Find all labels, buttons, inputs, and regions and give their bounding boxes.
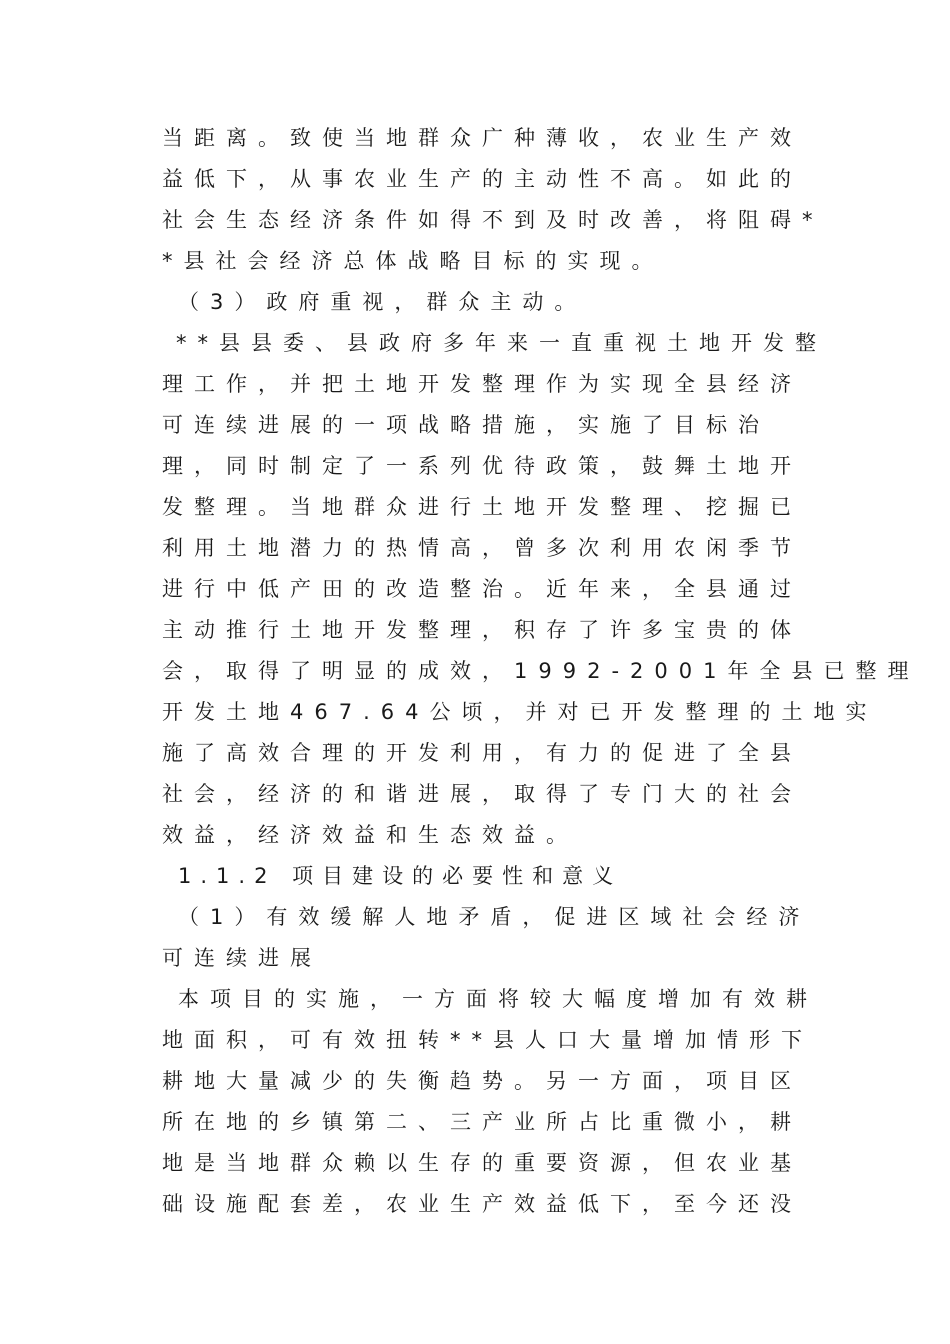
text-line: 主动推行土地开发整理，积存了许多宝贵的体 <box>162 618 802 642</box>
section-heading: （3）政府重视，群众主动。 <box>178 290 587 314</box>
text-line: 地是当地群众赖以生存的重要资源，但农业基 <box>162 1151 802 1175</box>
text-line: *县社会经济总体战略目标的实现。 <box>162 249 664 273</box>
text-line: 地面积，可有效扭转**县人口大量增加情形下 <box>162 1028 813 1052</box>
text-line: **县县委、县政府多年来一直重视土地开发整 <box>176 331 827 355</box>
text-line: 本项目的实施，一方面将较大幅度增加有效耕 <box>178 987 818 1011</box>
text-line: 所在地的乡镇第二、三产业所占比重微小，耕 <box>162 1110 802 1134</box>
subsection-heading: （1）有效缓解人地矛盾，促进区域社会经济 <box>178 905 811 929</box>
text-line: 发整理。当地群众进行土地开发整理、挖掘已 <box>162 495 802 519</box>
text-line: 社会生态经济条件如得不到及时改善，将阻碍* <box>162 208 824 232</box>
section-heading: 1.1.2 项目建设的必要性和意义 <box>178 864 623 888</box>
text-line: 开发土地467.64公顷，并对已开发整理的土地实 <box>162 700 878 724</box>
text-line: 社会，经济的和谐进展，取得了专门大的社会 <box>162 782 802 806</box>
subsection-heading: 可连续进展 <box>162 946 322 970</box>
text-line: 理，同时制定了一系列优待政策，鼓舞土地开 <box>162 454 802 478</box>
text-line: 会，取得了明显的成效，1992-2001年全县已整理 <box>162 659 920 683</box>
text-line: 进行中低产田的改造整治。近年来，全县通过 <box>162 577 802 601</box>
text-line: 可连续进展的一项战略措施，实施了目标治 <box>162 413 770 437</box>
text-line: 耕地大量减少的失衡趋势。另一方面，项目区 <box>162 1069 802 1093</box>
text-line: 当距离。致使当地群众广种薄收，农业生产效 <box>162 126 802 150</box>
text-line: 础设施配套差，农业生产效益低下，至今还没 <box>162 1192 802 1216</box>
text-line: 效益，经济效益和生态效益。 <box>162 823 578 847</box>
text-line: 利用土地潜力的热情高，曾多次利用农闲季节 <box>162 536 802 560</box>
text-line: 理工作，并把土地开发整理作为实现全县经济 <box>162 372 802 396</box>
text-line: 益低下，从事农业生产的主动性不高。如此的 <box>162 167 802 191</box>
text-line: 施了高效合理的开发利用，有力的促进了全县 <box>162 741 802 765</box>
